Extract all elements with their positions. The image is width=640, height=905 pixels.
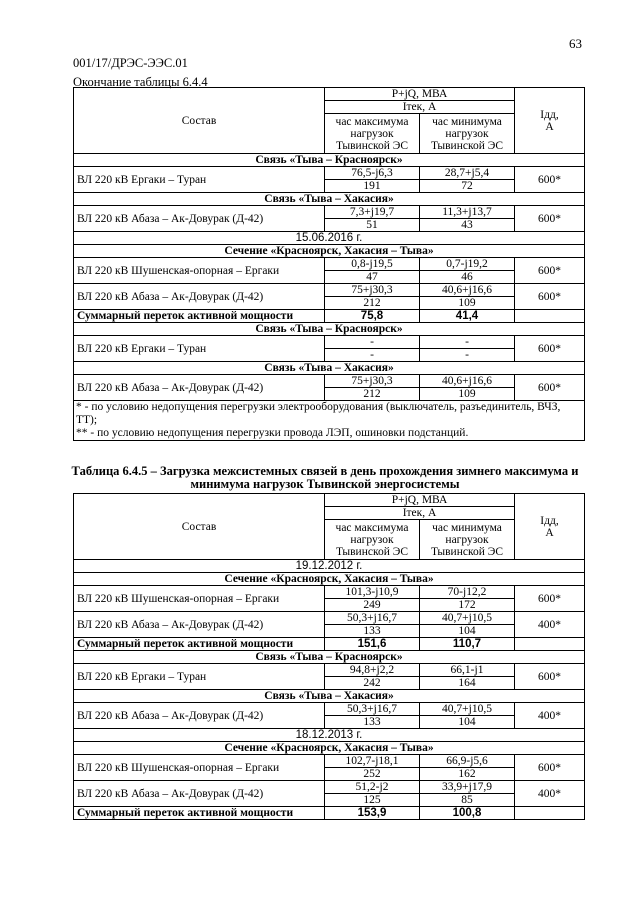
pq-min: 40,7+j10,5 — [420, 612, 515, 625]
table-6-4-5 — [73, 493, 585, 820]
row-name: ВЛ 220 кВ Ергаки – Туран — [74, 336, 325, 362]
row-name: ВЛ 220 кВ Ергаки – Туран — [74, 167, 325, 193]
idd-value: 600* — [515, 167, 585, 193]
pq-max: 50,3+j16,7 — [325, 612, 420, 625]
pq-min: 0,7-j19,2 — [420, 258, 515, 271]
i-min: 172 — [420, 599, 515, 612]
pq-max: 76,5-j6,3 — [325, 167, 420, 180]
i-min: 164 — [420, 677, 515, 690]
pq-min: 40,7+j10,5 — [420, 703, 515, 716]
date-row: 15.06.2016 г. — [74, 232, 585, 245]
pq-max: 102,7-j18,1 — [325, 755, 420, 768]
header-min: час минимума нагрузок Тывинской ЭС — [420, 114, 515, 154]
pq-min: 11,3+j13,7 — [420, 206, 515, 219]
header-sostav: Состав — [74, 494, 325, 560]
pq-max: 50,3+j16,7 — [325, 703, 420, 716]
idd-value: 600* — [515, 586, 585, 612]
idd-value: 600* — [515, 258, 585, 284]
row-name: ВЛ 220 кВ Шушенская-опорная – Ергаки — [74, 258, 325, 284]
row-name: ВЛ 220 кВ Абаза – Ак-Довурак (Д-42) — [74, 703, 325, 729]
pq-max: 94,8+j2,2 — [325, 664, 420, 677]
idd-value: 400* — [515, 612, 585, 638]
i-min: 109 — [420, 388, 515, 401]
i-min: 109 — [420, 297, 515, 310]
header-pq: P+jQ, МВА — [325, 88, 515, 101]
i-min: 104 — [420, 625, 515, 638]
header-idd: Iдд, А — [515, 88, 585, 154]
pq-min: - — [420, 336, 515, 349]
section-header: Связь «Тыва – Хакасия» — [74, 193, 585, 206]
i-min: 104 — [420, 716, 515, 729]
i-min: 72 — [420, 180, 515, 193]
table-continuation-caption: Окончание таблицы 6.4.4 — [73, 75, 208, 89]
section-header: Сечение «Красноярск, Хакасия – Тыва» — [74, 742, 585, 755]
i-min: 85 — [420, 794, 515, 807]
idd-value: 600* — [515, 284, 585, 310]
sum-max: 75,8 — [325, 310, 420, 323]
section-header: Сечение «Красноярск, Хакасия – Тыва» — [74, 245, 585, 258]
sum-empty — [515, 807, 585, 820]
sum-label: Суммарный переток активной мощности — [74, 638, 325, 651]
sum-label: Суммарный переток активной мощности — [74, 310, 325, 323]
pq-max: 75+j30,3 — [325, 284, 420, 297]
i-max: 252 — [325, 768, 420, 781]
i-max: 133 — [325, 625, 420, 638]
table-6-4-4 — [73, 87, 585, 441]
i-max: 133 — [325, 716, 420, 729]
section-header: Связь «Тыва – Красноярск» — [74, 154, 585, 167]
sum-min: 110,7 — [420, 638, 515, 651]
i-min: 43 — [420, 219, 515, 232]
pq-min: 40,6+j16,6 — [420, 375, 515, 388]
idd-value: 400* — [515, 781, 585, 807]
date-row: 19.12.2012 г. — [74, 560, 585, 573]
i-max: 51 — [325, 219, 420, 232]
i-max: 191 — [325, 180, 420, 193]
pq-max: 101,3-j10,9 — [325, 586, 420, 599]
section-header: Сечение «Красноярск, Хакасия – Тыва» — [74, 573, 585, 586]
date-row: 18.12.2013 г. — [74, 729, 585, 742]
pq-max: - — [325, 336, 420, 349]
pq-max: 7,3+j19,7 — [325, 206, 420, 219]
i-min: - — [420, 349, 515, 362]
idd-value: 600* — [515, 206, 585, 232]
sum-min: 100,8 — [420, 807, 515, 820]
header-idd: Iдд, А — [515, 494, 585, 560]
sum-label: Суммарный переток активной мощности — [74, 807, 325, 820]
pq-min: 66,1-j1 — [420, 664, 515, 677]
sum-min: 41,4 — [420, 310, 515, 323]
sum-empty — [515, 310, 585, 323]
header-min: час минимума нагрузок Тывинской ЭС — [420, 520, 515, 560]
idd-value: 600* — [515, 755, 585, 781]
pq-max: 75+j30,3 — [325, 375, 420, 388]
section-header: Связь «Тыва – Красноярск» — [74, 323, 585, 336]
header-max: час максимума нагрузок Тывинской ЭС — [325, 114, 420, 154]
i-min: 162 — [420, 768, 515, 781]
row-name: ВЛ 220 кВ Абаза – Ак-Довурак (Д-42) — [74, 781, 325, 807]
footnote-2: ** - по условию недопущения перегрузки провода ЛЭП, ошиновки подстанций. — [76, 427, 469, 439]
idd-value: 400* — [515, 703, 585, 729]
pq-max: 0,8-j19,5 — [325, 258, 420, 271]
row-name: ВЛ 220 кВ Шушенская-опорная – Ергаки — [74, 586, 325, 612]
footnotes — [74, 401, 585, 441]
i-max: 212 — [325, 388, 420, 401]
i-max: 242 — [325, 677, 420, 690]
document-id: 001/17/ДРЭС-ЭЭС.01 — [73, 56, 188, 70]
i-min: 46 — [420, 271, 515, 284]
section-header: Связь «Тыва – Хакасия» — [74, 362, 585, 375]
i-max: - — [325, 349, 420, 362]
row-name: ВЛ 220 кВ Абаза – Ак-Довурак (Д-42) — [74, 284, 325, 310]
row-name: ВЛ 220 кВ Абаза – Ак-Довурак (Д-42) — [74, 612, 325, 638]
pq-min: 33,9+j17,9 — [420, 781, 515, 794]
idd-value: 600* — [515, 664, 585, 690]
row-name: ВЛ 220 кВ Абаза – Ак-Довурак (Д-42) — [74, 206, 325, 232]
header-itek: Iтек, А — [325, 101, 515, 114]
pq-max: 51,2-j2 — [325, 781, 420, 794]
section-header: Связь «Тыва – Хакасия» — [74, 690, 585, 703]
footnote-1: * - по условию недопущения перегрузки электрооборудования (выключатель, разъединитель, ВЧЗ, ТТ); — [76, 401, 561, 426]
row-name: ВЛ 220 кВ Ергаки – Туран — [74, 664, 325, 690]
table-6-4-5-title: Таблица 6.4.5 – Загрузка межсистемных связей в день прохождения зимнего максимума и минимума нагрузок Тывинской энергосистемы — [71, 464, 579, 491]
row-name: ВЛ 220 кВ Абаза – Ак-Довурак (Д-42) — [74, 375, 325, 401]
pq-min: 40,6+j16,6 — [420, 284, 515, 297]
header-sostav: Состав — [74, 88, 325, 154]
sum-max: 151,6 — [325, 638, 420, 651]
pq-min: 70-j12,2 — [420, 586, 515, 599]
i-max: 125 — [325, 794, 420, 807]
page-number: 63 — [569, 36, 582, 51]
sum-max: 153,9 — [325, 807, 420, 820]
header-itek: Iтек, А — [325, 507, 515, 520]
idd-value: 600* — [515, 336, 585, 362]
i-max: 249 — [325, 599, 420, 612]
pq-min: 28,7+j5,4 — [420, 167, 515, 180]
pq-min: 66,9-j5,6 — [420, 755, 515, 768]
header-max: час максимума нагрузок Тывинской ЭС — [325, 520, 420, 560]
sum-empty — [515, 638, 585, 651]
row-name: ВЛ 220 кВ Шушенская-опорная – Ергаки — [74, 755, 325, 781]
header-pq: P+jQ, МВА — [325, 494, 515, 507]
i-max: 212 — [325, 297, 420, 310]
section-header: Связь «Тыва – Красноярск» — [74, 651, 585, 664]
idd-value: 600* — [515, 375, 585, 401]
i-max: 47 — [325, 271, 420, 284]
